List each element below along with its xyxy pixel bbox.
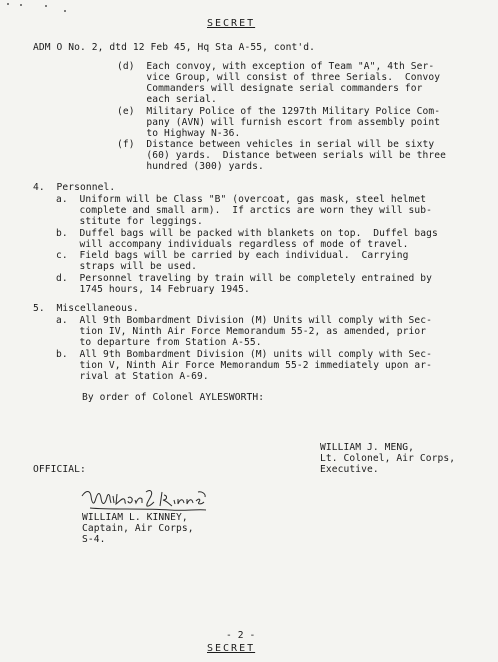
section-line: a. Uniform will be Class "B" (overcoat, gas mask, steel helmet [56,194,427,205]
reference-line: ADM O No. 2, dtd 12 Feb 45, Hq Sta A-55, cont'd. [33,42,316,53]
official-signer-title: S-4. [82,534,106,545]
section-heading: 4. Personnel. [33,182,116,193]
section-line: will accompany individuals regardless of mode of travel. [56,239,409,250]
item-line: each serial. [117,94,217,105]
official-signer-name: WILLIAM L. KINNEY, [82,512,188,523]
item-line: (d) Each convoy, with exception of Team "A", 4th Ser- [117,61,435,72]
signer-name: WILLIAM J. MENG, [320,442,415,453]
item-line: pany (AVN) will furnish escort from assembly point [117,117,441,128]
item-line: (f) Distance between vehicles in serial will be sixty [117,139,435,150]
section-heading: 5. Miscellaneous. [33,303,139,314]
section-line: rival at Station A-69. [56,371,209,382]
by-order-line: By order of Colonel AYLESWORTH: [82,392,265,403]
section-line: tion V, Ninth Air Force Memorandum 55-2 immediately upon ar- [56,360,433,371]
classification-footer: SECRET [207,643,256,654]
section-line: tion IV, Ninth Air Force Memorandum 55-2, as amended, prior [56,326,427,337]
section-line: straps will be used. [56,261,198,272]
item-line: to Highway N-36. [117,128,241,139]
item-line: vice Group, will consist of three Serials. Convoy [117,72,441,83]
signer-rank: Lt. Colonel, Air Corps, [320,453,456,464]
section-line: to departure from Station A-55. [56,337,262,348]
item-line: hundred (300) yards. [117,161,264,172]
item-line: Commanders will designate serial commanders for [117,83,423,94]
section-line: b. Duffel bags will be packed with blankets on top. Duffel bags [56,228,438,239]
item-line: (60) yards. Distance between serials will be three [117,150,447,161]
section-line: d. Personnel traveling by train will be completely entrained by [56,273,433,284]
official-signer-rank: Captain, Air Corps, [82,523,194,534]
classification-header: SECRET [207,18,256,29]
signer-title: Executive. [320,464,379,475]
section-line: 1745 hours, 14 February 1945. [56,284,250,295]
section-line: c. Field bags will be carried by each individual. Carrying [56,250,409,261]
section-line: complete and small arm). If arctics are worn they will sub- [56,205,433,216]
item-line: (e) Military Police of the 1297th Military Police Com- [117,106,441,117]
page-number: - 2 - [226,630,256,641]
official-label: OFFICIAL: [33,464,86,475]
section-line: a. All 9th Bombardment Division (M) Units will comply with Sec- [56,315,433,326]
section-line: b. All 9th Bombardment Division (M) units will comply with Sec- [56,349,433,360]
section-line: stitute for leggings. [56,216,203,227]
